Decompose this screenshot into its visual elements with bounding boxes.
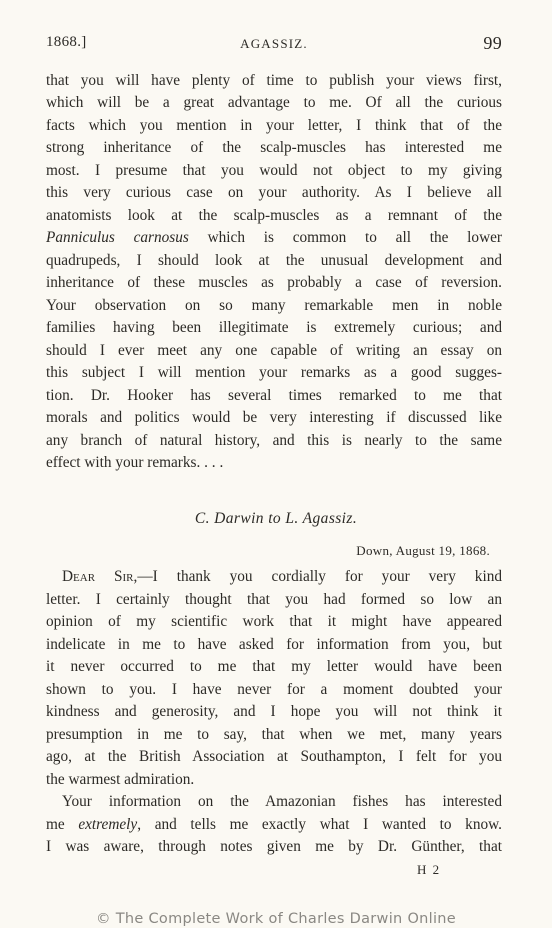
header-year: 1868.] [46, 34, 87, 50]
text-line: the warmest admiration. [46, 771, 195, 788]
text-line: most. I presume that you would not object to my giving [46, 162, 502, 179]
text-line: should I ever meet any one capable of writing an essay on [46, 342, 502, 359]
page-number: 99 [483, 33, 502, 53]
text-line: I was aware, through notes given me by Dr. Günther, that [46, 838, 502, 855]
text-line: ago, at the British Association at Southampton, I felt for you [46, 748, 502, 765]
text-line: presumption in me to say, that when we met, many years [46, 726, 502, 743]
text-line: effect with your remarks. . . . [46, 454, 224, 471]
text-line: quadrupeds, I should look at the unusual development and [46, 252, 502, 269]
signature-mark: H 2 [417, 862, 441, 877]
letter-date: Down, August 19, 1868. [356, 543, 490, 558]
text-line: facts which you mention in your letter, I think that of the [46, 117, 502, 134]
text-line: shown to you. I have never for a moment doubted your [46, 681, 502, 698]
text-line: this very curious case on your authority. As I believe all [46, 184, 502, 201]
text-line [46, 227, 502, 249]
text-line: letter. I certainly thought that you had formed so low an [46, 591, 502, 608]
text-fragment: which is common to all the lower [188, 229, 502, 246]
running-header [46, 34, 502, 56]
text-line: Your observation on so many remarkable men in noble [46, 297, 502, 314]
text-line: which will be a great advantage to me. Of all the curious [46, 94, 502, 111]
text-line: anatomists look at the scalp-muscles as a remnant of the [46, 207, 502, 224]
text-line: any branch of natural history, and this is nearly to the same [46, 432, 502, 449]
text-line: that you will have plenty of time to publish your views first, [46, 72, 502, 89]
italic-term: Panniculus carnosus [46, 229, 189, 246]
header-title: AGASSIZ. [240, 36, 308, 51]
text-line: opinion of my scientific work that it might have appeared [46, 613, 502, 630]
text-line: it never occurred to me that my letter would have been [46, 658, 502, 675]
text-line: families having been illegitimate is extremely curious; and [46, 319, 502, 336]
text-line: indelicate in me to have asked for information from you, but [46, 636, 502, 653]
text-line: strong inheritance of the scalp-muscles has interested me [46, 139, 502, 156]
text-line: this subject I will mention your remarks as a good sugges- [46, 364, 502, 381]
text-line: inheritance of these muscles as probably a case of reversion. [46, 274, 502, 291]
salutation: Dear Sir, [62, 568, 138, 585]
italic-emphasis: extremely [78, 816, 138, 833]
letter-heading: C. Darwin to L. Agassiz. [194, 510, 358, 527]
text-line: morals and politics would be very interesting if discussed like [46, 409, 502, 426]
text-fragment: —I thank you cordially for your very kind [137, 568, 502, 585]
text-line: tion. Dr. Hooker has several times remarked to me that [46, 387, 502, 404]
text-line [62, 566, 502, 588]
copyright-footer: © The Complete Work of Charles Darwin Online [95, 911, 457, 927]
text-line [46, 814, 502, 836]
text-fragment: me [46, 816, 79, 833]
text-fragment: , and tells me exactly what I wanted to know. [137, 816, 502, 833]
text-line: kindness and generosity, and I hope you will not think it [46, 703, 502, 720]
text-line: Your information on the Amazonian fishes has interested [62, 793, 502, 810]
